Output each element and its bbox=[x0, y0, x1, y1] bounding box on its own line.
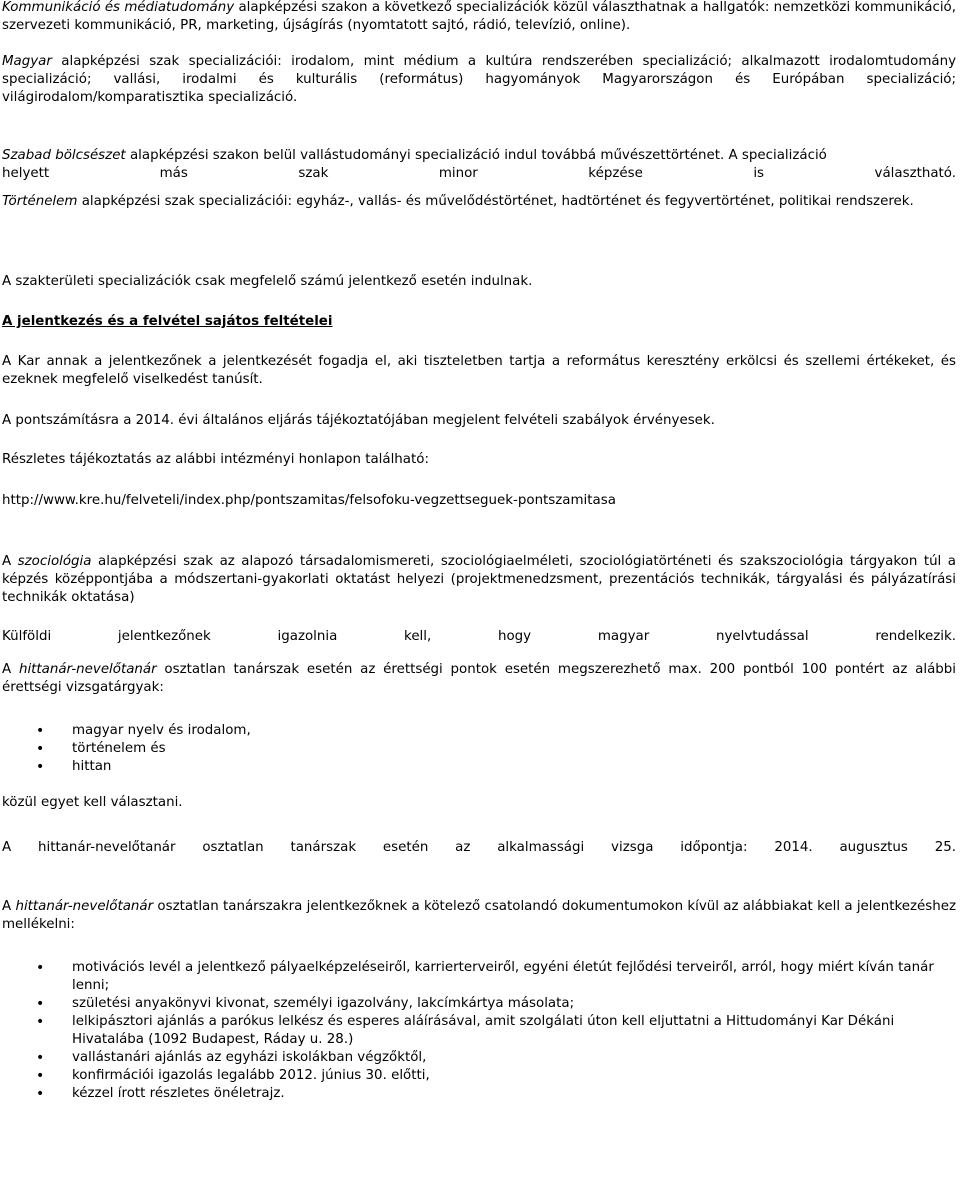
list-item: • magyar nyelv és irodalom, bbox=[72, 722, 956, 740]
section-heading: A jelentkezés és a felvétel sajátos feltételei bbox=[2, 314, 333, 329]
paragraph-liberal-arts-line2: helyett más szak minor képzése is választható. bbox=[2, 166, 956, 181]
admission-link[interactable] bbox=[2, 492, 956, 510]
list-item: • történelem és bbox=[72, 740, 956, 758]
list-item: • motivációs levél a jelentkező pályaelképzeléseiről, karrierterveiről, egyéni életút fejlődési terveiről, arról, hogy miért kíván tanár lenni; bbox=[72, 959, 956, 995]
list-item: • konfirmációi igazolás legalább 2012. június 30. előtti, bbox=[72, 1067, 956, 1085]
paragraph-history: Történelem alapképzési szak specializációi: egyház-, vallás- és művelődéstörténet, hadtörténet és fegyvertörténet, politikai rendszerek. bbox=[2, 194, 914, 209]
list-item: • lelkipásztori ajánlás a parókus lelkész és esperes aláírásával, amit szolgálati úton kell eljuttatni a Hittudományi Kar Dékáni Hivatalába (1092 Budapest, Ráday u. 28.) bbox=[72, 1013, 956, 1049]
paragraph-specializations-note: A szakterületi specializációk csak megfelelő számú jelentkező esetén indulnak. bbox=[2, 274, 533, 289]
paragraph-hungarian: Magyar alapképzési szak specializációi: irodalom, mint médium a kultúra rendszerében specializáció; alkalmazott irodalomtudomány specializáció; vallási, irodalmi és kulturális (református) hagyományok Magyarországon és Európában specializáció; világirodalom/komparatisztika specializáció. bbox=[2, 54, 956, 105]
paragraph-communication: Kommunikáció és médiatudomány alapképzési szakon a következő specializációk közül választhatnak a hallgatók: nemzetközi kommunikáció, szervezeti kommunikáció, PR, marketing, újságírás (nyomtatott sajtó, rádió, televízió, online). bbox=[2, 0, 956, 33]
documents-list bbox=[2, 959, 956, 1103]
paragraph-theology-teacher-points: A hittanár-nevelőtanár osztatlan tanárszak esetén az érettségi pontok esetén megszerezhető max. 200 pontból 100 pontért az alábbi érettségi vizsgatárgyak: bbox=[2, 662, 956, 695]
paragraph-liberal-arts: Szabad bölcsészet alapképzési szakon belül vallástudományi specializáció indul továbbá művészettörténet. A specializáció bbox=[2, 148, 827, 163]
list-item: • vallástanári ajánlás az egyházi iskolákban végzőktől, bbox=[72, 1049, 956, 1067]
paragraph-scoring: A pontszámításra a 2014. évi általános eljárás tájékoztatójában megjelent felvételi szabályok érvényesek. bbox=[2, 413, 715, 428]
paragraph-faculty-acceptance: A Kar annak a jelentkezőnek a jelentkezését fogadja el, aki tiszteletben tartja a református keresztény erkölcsi és szellemi értékeket, és ezeknek megfelelő viselkedést tanúsít. bbox=[2, 354, 956, 387]
paragraph-aptitude-exam: A hittanár-nevelőtanár osztatlan tanárszak esetén az alkalmassági vizsga időpontja: 2014. augusztus 25. bbox=[2, 840, 956, 855]
paragraph-details: Részletes tájékoztatás az alábbi intézményi honlapon található: bbox=[2, 452, 429, 467]
list-item: • születési anyakönyvi kivonat, személyi igazolvány, lakcímkártya másolata; bbox=[72, 995, 956, 1013]
list-item: • hittan bbox=[72, 758, 956, 776]
paragraph-required-documents: A hittanár-nevelőtanár osztatlan tanárszakra jelentkezőknek a kötelező csatolandó dokumentumokon kívül az alábbiakat kell a jelentkezéshez mellékelni: bbox=[2, 899, 956, 932]
exam-subjects-list bbox=[2, 722, 956, 776]
paragraph-choose-one: közül egyet kell választani. bbox=[2, 795, 183, 810]
paragraph-sociology: A szociológia alapképzési szak az alapozó társadalomismereti, szociológiaelméleti, szociológiatörténeti és szakszociológia tárgyakon túl a képzés középpontjába a módszertani-gyakorlati oktatást helyezi (projektmenedzsment, prezentációs technikák, tárgyalási és pályázatírási technikák oktatása) bbox=[2, 554, 956, 605]
paragraph-foreign-applicants: Külföldi jelentkezőnek igazolnia kell, hogy magyar nyelvtudással rendelkezik. bbox=[2, 629, 956, 644]
list-item: • kézzel írott részletes önéletrajz. bbox=[72, 1085, 956, 1103]
admission-url[interactable]: http://www.kre.hu/felveteli/index.php/pontszamitas/felsofoku-vegzettseguek-pontszamitasa bbox=[2, 493, 616, 508]
